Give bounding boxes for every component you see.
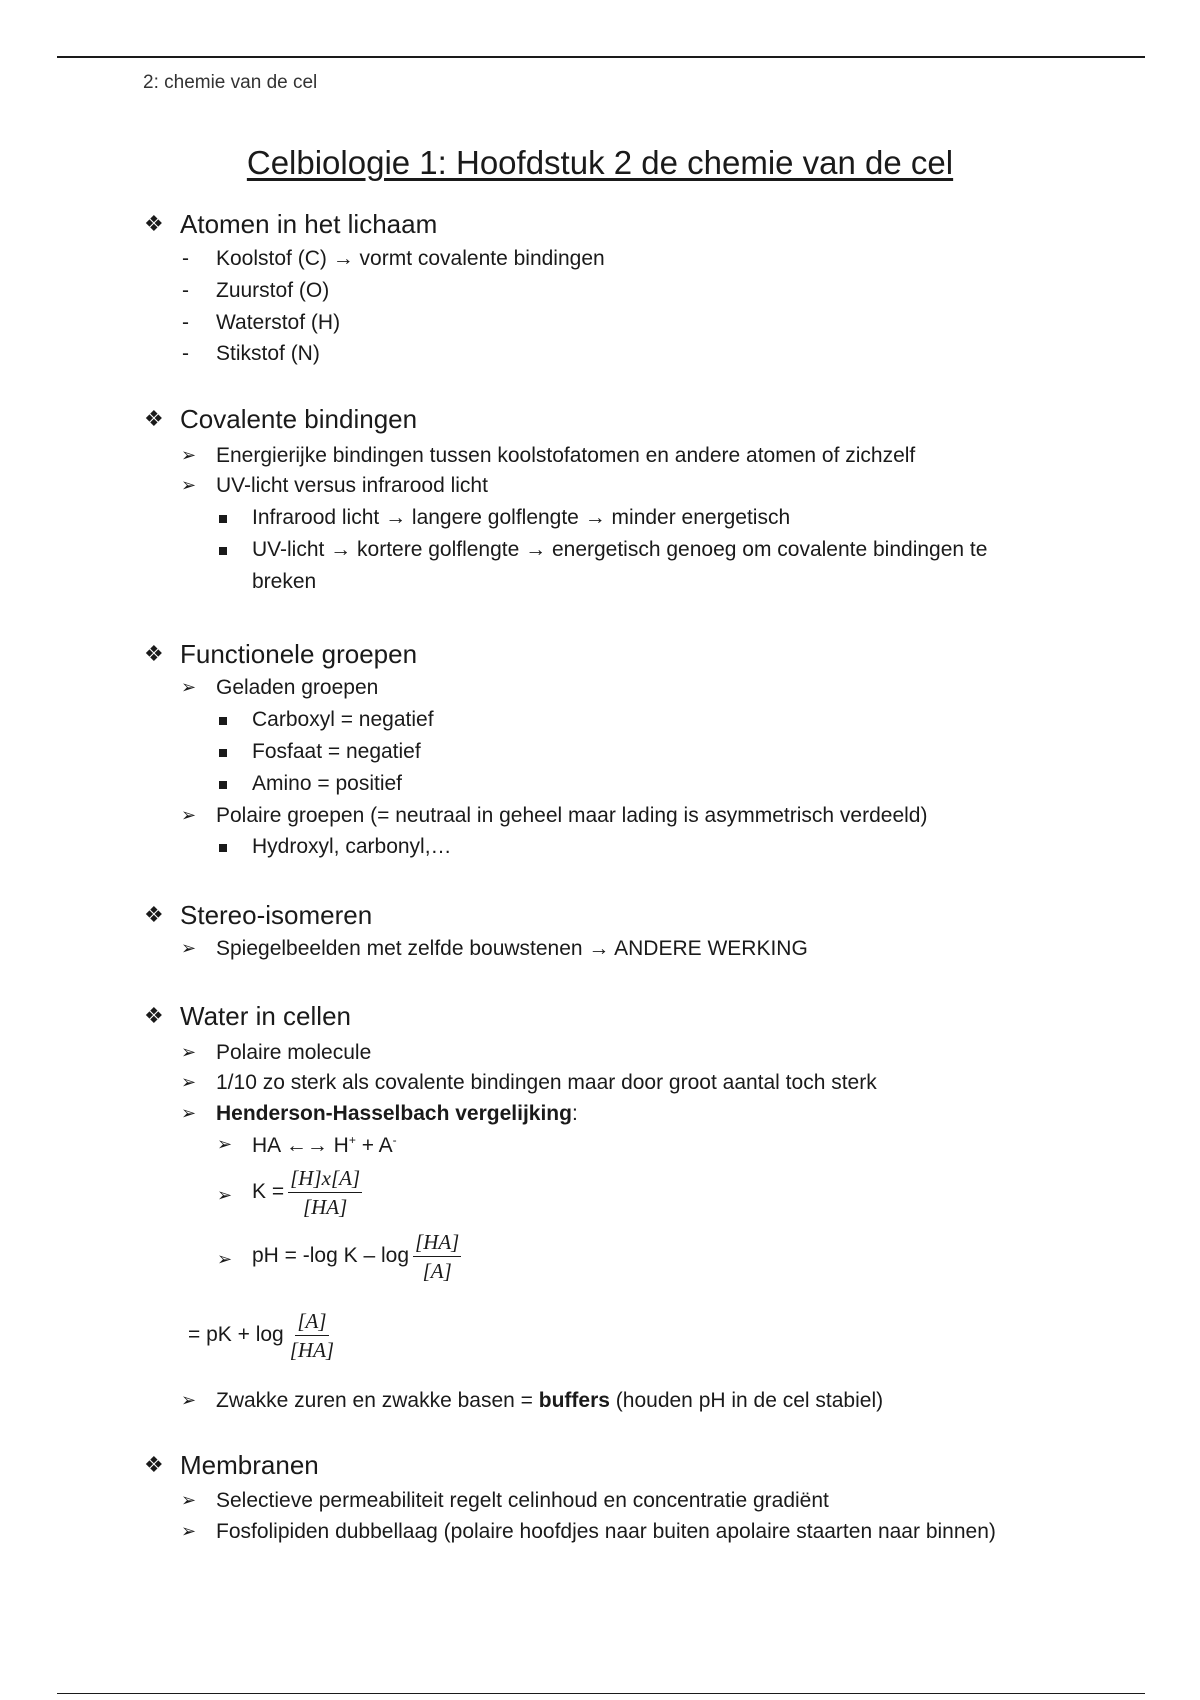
list-item: Waterstof (H) (216, 311, 341, 334)
list-item: Spiegelbeelden met zelfde bouwstenen → ANDERE WERKING (216, 937, 808, 960)
dash-bullet-icon: - (182, 279, 189, 302)
arrowhead-bullet-icon: ➢ (181, 1103, 197, 1123)
arrowhead-bullet-icon: ➢ (217, 1185, 233, 1205)
arrowhead-bullet-icon: ➢ (181, 475, 197, 495)
list-item: Infrarood licht → langere golflengte → minder energetisch (252, 506, 791, 529)
list-item: 1/10 zo sterk als covalente bindingen maar door groot aantal toch sterk (216, 1071, 877, 1094)
equation-pk: = pK + log $\frac{[A]}{[HA]}$ (188, 1309, 335, 1362)
square-bullet-icon (219, 515, 227, 523)
diamond-bullet-icon: ❖ (144, 1452, 164, 1477)
list-item: Zwakke zuren en zwakke basen = buffers (houden pH in de cel stabiel) (216, 1389, 884, 1412)
dash-bullet-icon: - (182, 342, 189, 365)
list-item: Energierijke bindingen tussen koolstofatomen en andere atomen of zichzelf (216, 444, 916, 467)
list-item: Zuurstof (O) (216, 279, 330, 302)
list-item: Selectieve permeabiliteit regelt celinhoud en concentratie gradiënt (216, 1489, 829, 1512)
list-item: Polaire groepen (= neutraal in geheel maar lading is asymmetrisch verdeeld) (216, 804, 928, 827)
list-item: Henderson-Hasselbach vergelijking: (216, 1102, 578, 1125)
square-bullet-icon (219, 547, 227, 555)
list-item: Fosfaat = negatief (252, 740, 421, 763)
arrowhead-bullet-icon: ➢ (217, 1249, 233, 1269)
list-item: Amino = positief (252, 772, 402, 795)
arrowhead-bullet-icon: ➢ (181, 1072, 197, 1092)
list-item: Fosfolipiden dubbellaag (polaire hoofdjes naar buiten apolaire staarten naar binnen) (216, 1520, 996, 1543)
equation-k: K = $\frac{[H]x[A]}{[HA]}$ (252, 1166, 361, 1219)
running-header: 2: chemie van de cel (143, 72, 318, 93)
list-item: Koolstof (C) → vormt covalente bindingen (216, 247, 605, 270)
fraction: $\frac{[A]}{[HA]}$ (289, 1309, 335, 1362)
section-heading-covalente: ❖ Covalente bindingen (144, 404, 418, 434)
diamond-bullet-icon: ❖ (144, 902, 164, 927)
footer-rule (57, 1693, 1145, 1694)
list-item: Carboxyl = negatief (252, 708, 434, 731)
header-rule (57, 56, 1145, 58)
page-title: Celbiologie 1: Hoofdstuk 2 de chemie van de cel (246, 144, 954, 181)
list-item: Geladen groepen (216, 676, 379, 699)
square-bullet-icon (219, 749, 227, 757)
fraction: $\frac{[H]x[A]}{[HA]}$ (290, 1166, 361, 1219)
section-heading-atomen: ❖ Atomen in het lichaam (144, 209, 438, 239)
arrowhead-bullet-icon: ➢ (181, 1521, 197, 1541)
section-heading-membranen: ❖ Membranen (144, 1450, 319, 1480)
equation-ph: pH = -log K – log $\frac{[HA]}{[A]}$ (252, 1230, 460, 1283)
list-item: UV-licht → kortere golflengte → energetisch genoeg om covalente bindingen te (252, 538, 988, 561)
diamond-bullet-icon: ❖ (144, 641, 164, 666)
arrowhead-bullet-icon: ➢ (181, 1490, 197, 1510)
arrowhead-bullet-icon: ➢ (181, 677, 197, 697)
arrowhead-bullet-icon: ➢ (181, 805, 197, 825)
arrowhead-bullet-icon: ➢ (181, 1390, 197, 1410)
square-bullet-icon (219, 781, 227, 789)
arrowhead-bullet-icon: ➢ (181, 445, 197, 465)
section-heading-stereo: ❖ Stereo-isomeren (144, 900, 373, 930)
fraction: $\frac{[HA]}{[A]}$ (415, 1230, 460, 1283)
dash-bullet-icon: - (182, 247, 189, 270)
list-item: Hydroxyl, carbonyl,… (252, 835, 452, 858)
square-bullet-icon (219, 844, 227, 852)
section-heading-water: ❖ Water in cellen (144, 1001, 351, 1031)
list-item: Polaire molecule (216, 1041, 372, 1064)
arrowhead-bullet-icon: ➢ (181, 938, 197, 958)
list-item: UV-licht versus infrarood licht (216, 474, 488, 497)
equation-equilibrium: HA ←→ H+ + A- (252, 1133, 397, 1157)
arrowhead-bullet-icon: ➢ (217, 1134, 233, 1154)
diamond-bullet-icon: ❖ (144, 211, 164, 236)
dash-bullet-icon: - (182, 311, 189, 334)
section-heading-functionele: ❖ Functionele groepen (144, 639, 418, 669)
diamond-bullet-icon: ❖ (144, 1003, 164, 1028)
arrowhead-bullet-icon: ➢ (181, 1042, 197, 1062)
diamond-bullet-icon: ❖ (144, 406, 164, 431)
list-item: Stikstof (N) (216, 342, 320, 365)
square-bullet-icon (219, 717, 227, 725)
list-item-continuation: breken (252, 570, 317, 593)
